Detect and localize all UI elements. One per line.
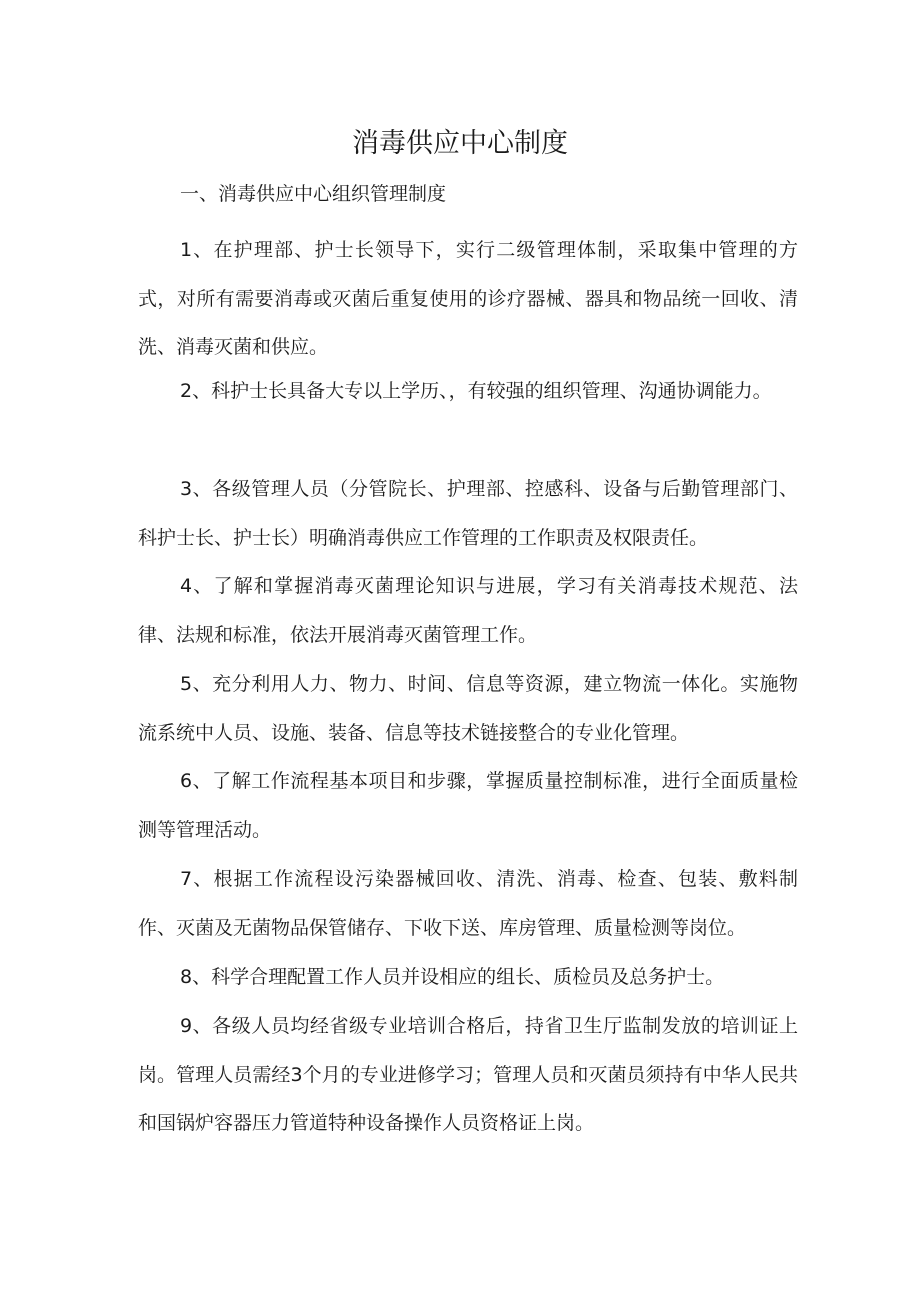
paragraph-3: 3、各级管理人员（分管院长、护理部、控感科、设备与后勤管理部门、科护士长、护士长）明确消毒供应工作管理的工作职责及权限责任。 bbox=[138, 478, 798, 549]
paragraph-6: 6、了解工作流程基本项目和步骤，掌握质量控制标准，进行全面质量检测等管理活动。 bbox=[138, 770, 798, 841]
document-title: 消毒供应中心制度 bbox=[352, 128, 568, 159]
paragraph-7: 7、根据工作流程设污染器械回收、清洗、消毒、检查、包装、敷料制作、灭菌及无菌物品保管储存、下收下送、库房管理、质量检测等岗位。 bbox=[138, 868, 798, 939]
paragraph-2: 2、科护士长具备大专以上学历、，有较强的组织管理、沟通协调能力。 bbox=[180, 380, 772, 402]
paragraph-9: 9、各级人员均经省级专业培训合格后，持省卫生厅监制发放的培训证上岗。管理人员需经3个月的专业进修学习；管理人员和灭菌员须持有中华人民共和国锅炉容器压力管道特种设备操作人员资格证上岗。 bbox=[138, 1015, 798, 1135]
paragraph-8: 8、科学合理配置工作人员并设相应的组长、质检员及总务护士。 bbox=[180, 966, 725, 988]
paragraph-1: 1、在护理部、护士长领导下，实行二级管理体制，采取集中管理的方式，对所有需要消毒或灭菌后重复使用的诊疗器械、器具和物品统一回收、清洗、消毒灭菌和供应。 bbox=[138, 239, 798, 359]
paragraph-4: 4、了解和掌握消毒灭菌理论知识与进展，学习有关消毒技术规范、法律、法规和标准，依法开展消毒灭菌管理工作。 bbox=[138, 575, 798, 646]
paragraph-5: 5、充分利用人力、物力、时间、信息等资源，建立物流一体化。实施物流系统中人员、设施、装备、信息等技术链接整合的专业化管理。 bbox=[138, 673, 798, 744]
section-heading: 一、消毒供应中心组织管理制度 bbox=[180, 183, 447, 205]
